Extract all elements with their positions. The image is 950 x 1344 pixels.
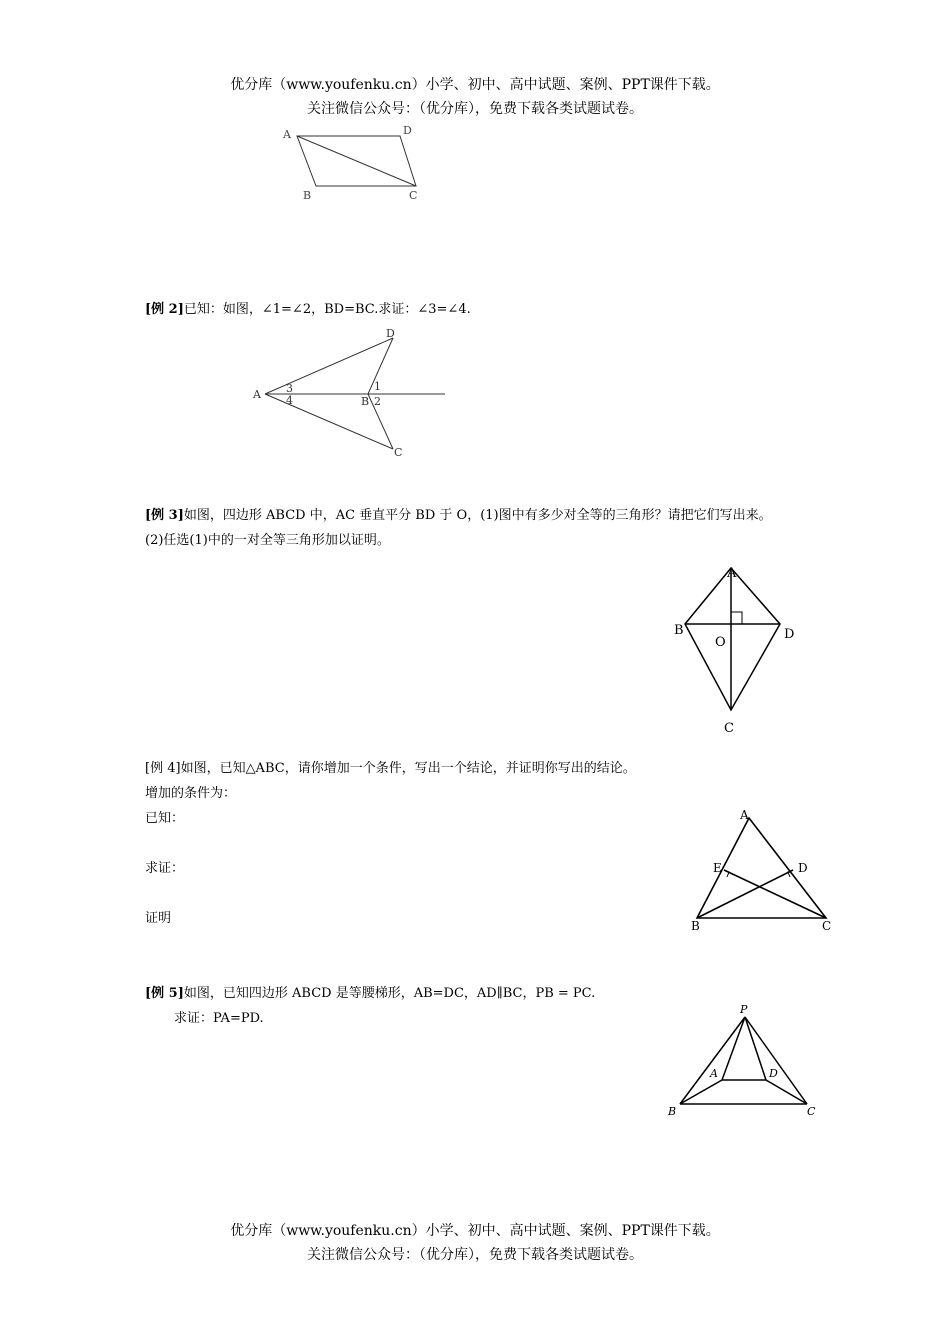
ex3-label-a: A [727,566,737,581]
segment-pd [745,1017,766,1080]
ex5-label-p: P [740,1003,748,1016]
fig1-label-a: A [283,128,291,141]
page-footer-line2: 关注微信公众号：（优分库），免费下载各类试题试卷。 [307,1247,643,1263]
example-2-tag: [例 2] [145,302,184,317]
example-5-prove: 求证：PA=PD. [174,1011,264,1026]
example-3-tag: [例 3] [145,508,184,523]
ex2-label-c: C [394,446,403,459]
segment-bd [697,870,793,918]
parallelogram-shape [297,136,416,186]
right-angle-mark-e [724,870,729,877]
page-header-line1: 优分库（www.youfenku.cn）小学、初中、高中试题、案例、PPT课件下载。 [230,77,720,93]
ex5-label-c: C [807,1105,816,1118]
ex3-label-d: D [784,627,795,642]
ex2-label-a: A [253,388,261,401]
example-4-known: 已知： [145,811,185,826]
diagonal-ac [297,136,416,186]
example-4-condition: 增加的条件为： [145,786,237,801]
ex4-label-e: E [713,861,722,875]
example-4-prove: 求证： [145,861,185,876]
ex2-label-b: B [361,395,370,408]
ex4-label-a: A [740,808,749,822]
ex2-angle-3: 3 [286,382,293,395]
example-4-tag: [例 4] [145,761,181,776]
example-2-text: 已知：如图，∠1=∠2，BD=BC.求证：∠3=∠4. [183,302,471,317]
ex4-label-b: B [691,919,700,933]
example-4-text: 如图，已知△ABC，请你增加一个条件，写出一个结论，并证明你写出的结论。 [180,761,636,776]
segment-ab [680,1080,722,1104]
ex3-label-b: B [674,623,684,638]
ex5-label-d: D [769,1067,778,1080]
ex4-label-d: D [798,861,808,875]
ex2-angle-4: 4 [286,394,293,407]
example-3-statement [145,506,772,526]
segment-ce [724,870,826,918]
segment-pb [680,1017,745,1104]
ex5-label-a: A [710,1067,718,1080]
kite-shape [685,568,780,710]
segment-dc [766,1080,807,1104]
segment-pa [722,1017,745,1080]
triangle-abc [697,818,826,918]
segment-bd [368,338,393,394]
example-5-text: 如图，已知四边形 ABCD 是等腰梯形，AB=DC，AD∥BC，PB = PC. [183,986,596,1001]
fig1-label-d: D [403,124,412,137]
example-4-proof: 证明 [145,911,172,926]
right-angle-mark-d [788,870,793,877]
example-2-statement [145,300,471,320]
example-5-statement [145,984,595,1004]
ex3-label-o: O [715,635,726,650]
fig1-label-b: B [303,189,312,202]
ex3-label-c: C [724,721,734,736]
ex2-angle-1: 1 [374,380,381,393]
segment-ad [265,338,393,394]
example-3-text-2: (2)任选(1)中的一对全等三角形加以证明。 [145,533,390,548]
page-header-line2: 关注微信公众号：（优分库），免费下载各类试题试卷。 [307,101,643,117]
example-3-text-1: 如图，四边形 ABCD 中，AC 垂直平分 BD 于 O，(1)图中有多少对全等的三角形？请把它们写出来。 [183,508,772,523]
ex5-label-b: B [668,1105,677,1118]
example-5-tag: [例 5] [145,986,184,1001]
segment-bc [368,394,393,449]
page-footer-line1: 优分库（www.youfenku.cn）小学、初中、高中试题、案例、PPT课件下载。 [230,1223,720,1239]
segment-ac [265,394,393,449]
ex2-label-d: D [386,327,395,340]
right-angle-mark [731,612,742,624]
segment-pc [745,1017,807,1104]
fig1-label-c: C [409,189,418,202]
ex4-label-c: C [822,919,832,933]
example-4-statement [145,759,636,779]
ex2-angle-2: 2 [374,395,381,408]
